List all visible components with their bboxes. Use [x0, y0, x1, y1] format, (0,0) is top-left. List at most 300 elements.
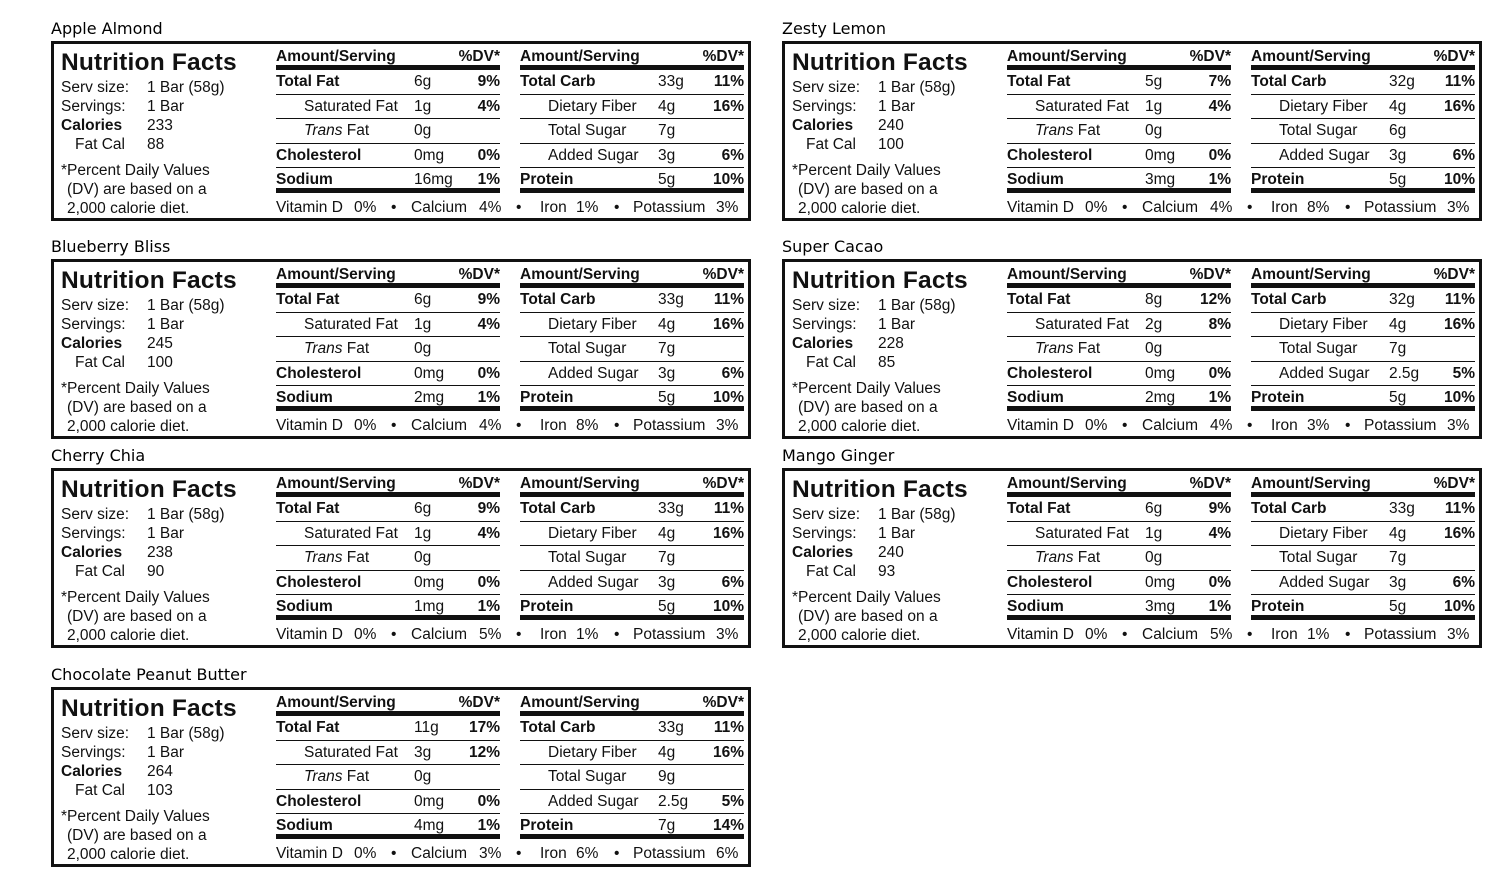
saturated-fat-dv: 12%	[468, 743, 500, 761]
calories-value: 240	[878, 544, 904, 561]
serv-size-value: 1 Bar (58g)	[878, 506, 956, 523]
total-carb-dv: 11%	[1444, 500, 1475, 517]
nutrition-panel	[782, 41, 1482, 221]
cholesterol-dv: 0%	[477, 573, 500, 591]
vitamin-d-value: 0%	[354, 626, 377, 643]
cholesterol-amount: 0mg	[1145, 364, 1176, 382]
total-fat-dv: 7%	[1208, 73, 1231, 90]
cholesterol-label: Cholesterol	[276, 364, 362, 382]
sodium-dv: 1%	[1208, 389, 1231, 406]
calcium-label: Calcium	[411, 199, 467, 216]
calcium-value: 5%	[1210, 626, 1233, 643]
amount-serving-header: Amount/Serving	[1007, 475, 1127, 492]
protein-label: Protein	[520, 598, 574, 615]
saturated-fat-label: Saturated Fat	[304, 743, 398, 761]
potassium-label: Potassium	[1364, 417, 1437, 434]
servings-label: Servings:	[792, 98, 857, 115]
fat-cal-label: Fat Cal	[75, 782, 125, 799]
bullet-separator: •	[614, 417, 620, 434]
added-sugar-dv: 6%	[721, 573, 744, 591]
added-sugar-amount: 2.5g	[1389, 364, 1420, 382]
bullet-separator: •	[1345, 199, 1351, 216]
saturated-fat-dv: 4%	[1208, 97, 1231, 115]
nutrition-card-super-cacao	[782, 237, 1482, 439]
cholesterol-label: Cholesterol	[276, 573, 362, 591]
protein-amount: 5g	[1389, 389, 1407, 406]
potassium-label: Potassium	[633, 199, 706, 216]
servings-value: 1 Bar	[878, 316, 916, 333]
trans-fat-amount: 0g	[414, 549, 432, 566]
amount-serving-header: Amount/Serving	[276, 266, 396, 283]
iron-value: 8%	[1307, 199, 1330, 216]
bullet-separator: •	[516, 845, 522, 862]
total-carb-dv: 11%	[713, 73, 744, 90]
added-sugar-label: Added Sugar	[1279, 146, 1370, 164]
amount-serving-header: Amount/Serving	[520, 694, 640, 711]
trans-fat-amount: 0g	[1145, 122, 1163, 139]
vitamin-d-label: Vitamin D	[276, 626, 343, 643]
calcium-label: Calcium	[1142, 626, 1198, 643]
calories-value: 240	[878, 117, 904, 134]
added-sugar-dv: 5%	[1452, 364, 1475, 382]
fat-column	[276, 48, 500, 193]
footnote-line-3: 2,000 calorie diet.	[798, 200, 921, 217]
total-fat-amount: 5g	[1145, 73, 1163, 90]
trans-fat-label: Trans Fat	[304, 340, 370, 357]
cholesterol-amount: 0mg	[414, 792, 445, 810]
saturated-fat-label: Saturated Fat	[1035, 524, 1129, 542]
dietary-fiber-dv: 16%	[712, 743, 744, 761]
total-fat-label: Total Fat	[276, 500, 340, 517]
total-fat-amount: 8g	[1145, 291, 1163, 308]
calories-label: Calories	[792, 544, 854, 561]
summary-column	[61, 48, 266, 218]
amount-serving-header: Amount/Serving	[276, 48, 396, 65]
carb-column	[1251, 266, 1475, 411]
potassium-value: 6%	[716, 845, 739, 862]
dietary-fiber-amount: 4g	[1389, 524, 1407, 542]
total-sugar-label: Total Sugar	[1279, 122, 1358, 139]
bullet-separator: •	[1122, 199, 1128, 216]
trans-fat-amount: 0g	[414, 768, 432, 785]
footnote-line-1: *Percent Daily Values	[61, 808, 210, 825]
protein-label: Protein	[520, 817, 574, 834]
trans-fat-label: Trans Fat	[304, 549, 370, 566]
potassium-label: Potassium	[633, 626, 706, 643]
calories-value: 245	[147, 335, 173, 352]
dietary-fiber-amount: 4g	[658, 315, 676, 333]
cholesterol-dv: 0%	[1208, 573, 1231, 591]
added-sugar-amount: 2.5g	[658, 792, 689, 810]
bullet-separator: •	[516, 417, 522, 434]
total-carb-label: Total Carb	[1251, 500, 1327, 517]
total-sugar-label: Total Sugar	[1279, 549, 1358, 566]
sodium-label: Sodium	[276, 389, 333, 406]
cholesterol-dv: 0%	[477, 364, 500, 382]
sodium-dv: 1%	[1208, 171, 1231, 188]
nutrition-facts-heading: Nutrition Facts	[792, 267, 968, 294]
total-fat-amount: 6g	[414, 500, 432, 517]
dietary-fiber-dv: 16%	[1443, 97, 1475, 115]
sodium-label: Sodium	[276, 598, 333, 615]
amount-serving-header: Amount/Serving	[1251, 475, 1371, 492]
amount-serving-header: Amount/Serving	[276, 475, 396, 492]
iron-value: 8%	[576, 417, 599, 434]
protein-dv: 10%	[1443, 171, 1475, 188]
fat-column	[276, 694, 500, 839]
protein-label: Protein	[1251, 389, 1305, 406]
total-sugar-amount: 7g	[658, 122, 676, 139]
vitamin-d-value: 0%	[1085, 199, 1108, 216]
added-sugar-dv: 6%	[1452, 146, 1475, 164]
potassium-value: 3%	[1447, 626, 1470, 643]
saturated-fat-amount: 3g	[414, 743, 432, 761]
dietary-fiber-amount: 4g	[658, 524, 676, 542]
cholesterol-label: Cholesterol	[1007, 364, 1093, 382]
servings-value: 1 Bar	[147, 316, 185, 333]
total-carb-label: Total Carb	[520, 500, 596, 517]
servings-label: Servings:	[792, 525, 857, 542]
total-sugar-label: Total Sugar	[548, 549, 627, 566]
total-carb-dv: 11%	[1444, 73, 1475, 90]
trans-fat-label: Trans Fat	[1035, 549, 1101, 566]
total-carb-amount: 33g	[658, 719, 684, 736]
total-carb-amount: 33g	[658, 73, 684, 90]
added-sugar-amount: 3g	[658, 364, 676, 382]
cholesterol-amount: 0mg	[1145, 146, 1176, 164]
serv-size-label: Serv size:	[61, 725, 130, 742]
sodium-dv: 1%	[477, 817, 500, 834]
dv-footnote	[61, 807, 266, 864]
serv-size-value: 1 Bar (58g)	[147, 79, 225, 96]
sodium-label: Sodium	[1007, 389, 1064, 406]
dietary-fiber-dv: 16%	[1443, 315, 1475, 333]
calories-value: 233	[147, 117, 173, 134]
dv-footnote	[792, 161, 997, 218]
bullet-separator: •	[614, 626, 620, 643]
footnote-line-2: (DV) are based on a	[798, 608, 938, 625]
calories-value: 264	[147, 763, 173, 780]
dietary-fiber-label: Dietary Fiber	[548, 524, 637, 542]
calories-label: Calories	[61, 544, 123, 561]
footnote-line-2: (DV) are based on a	[67, 181, 207, 198]
cholesterol-amount: 0mg	[1145, 573, 1176, 591]
total-sugar-label: Total Sugar	[548, 340, 627, 357]
amount-serving-header: Amount/Serving	[1007, 266, 1127, 283]
total-fat-dv: 12%	[1199, 291, 1231, 308]
amount-serving-header: Amount/Serving	[1251, 48, 1371, 65]
fat-cal-value: 100	[878, 136, 904, 153]
footnote-line-3: 2,000 calorie diet.	[67, 418, 190, 435]
cholesterol-dv: 0%	[477, 792, 500, 810]
vitamin-d-value: 0%	[354, 417, 377, 434]
dietary-fiber-dv: 16%	[1443, 524, 1475, 542]
total-carb-dv: 11%	[713, 291, 744, 308]
total-sugar-amount: 7g	[658, 549, 676, 566]
total-fat-amount: 6g	[414, 73, 432, 90]
footnote-line-1: *Percent Daily Values	[61, 589, 210, 606]
dietary-fiber-label: Dietary Fiber	[1279, 97, 1368, 115]
sodium-amount: 1mg	[414, 598, 445, 615]
fat-column	[1007, 266, 1231, 411]
trans-fat-label: Trans Fat	[304, 122, 370, 139]
bullet-separator: •	[614, 845, 620, 862]
protein-dv: 14%	[712, 817, 744, 834]
total-carb-amount: 33g	[658, 500, 684, 517]
product-name: Super Cacao	[782, 237, 884, 256]
nutrition-facts-heading: Nutrition Facts	[61, 49, 237, 76]
potassium-label: Potassium	[1364, 626, 1437, 643]
protein-amount: 7g	[658, 817, 676, 834]
footnote-line-2: (DV) are based on a	[798, 181, 938, 198]
serv-size-value: 1 Bar (58g)	[147, 725, 225, 742]
footnote-line-1: *Percent Daily Values	[61, 380, 210, 397]
footnote-line-2: (DV) are based on a	[798, 399, 938, 416]
added-sugar-label: Added Sugar	[548, 792, 639, 810]
product-name: Zesty Lemon	[782, 19, 886, 38]
saturated-fat-amount: 2g	[1145, 315, 1163, 333]
protein-dv: 10%	[1443, 598, 1475, 615]
added-sugar-amount: 3g	[1389, 573, 1407, 591]
total-sugar-amount: 7g	[658, 340, 676, 357]
dietary-fiber-label: Dietary Fiber	[1279, 315, 1368, 333]
nutrition-panel	[782, 468, 1482, 648]
potassium-label: Potassium	[633, 845, 706, 862]
fat-cal-value: 100	[147, 354, 173, 371]
fat-cal-label: Fat Cal	[75, 563, 125, 580]
calories-label: Calories	[61, 335, 123, 352]
servings-value: 1 Bar	[878, 98, 916, 115]
fat-cal-label: Fat Cal	[806, 136, 856, 153]
nutrition-panel	[51, 41, 751, 221]
potassium-value: 3%	[716, 417, 739, 434]
saturated-fat-label: Saturated Fat	[1035, 315, 1129, 333]
servings-value: 1 Bar	[147, 98, 185, 115]
dv-header: %DV*	[458, 475, 500, 492]
iron-value: 6%	[576, 845, 599, 862]
protein-amount: 5g	[658, 389, 676, 406]
dietary-fiber-dv: 16%	[712, 524, 744, 542]
added-sugar-amount: 3g	[1389, 146, 1407, 164]
total-carb-label: Total Carb	[520, 719, 596, 736]
saturated-fat-amount: 1g	[1145, 97, 1163, 115]
nutrition-card-mango-ginger	[782, 446, 1482, 648]
footnote-line-3: 2,000 calorie diet.	[67, 846, 190, 863]
cholesterol-label: Cholesterol	[1007, 146, 1093, 164]
dv-footnote	[61, 588, 266, 645]
iron-value: 3%	[1307, 417, 1330, 434]
serv-size-label: Serv size:	[61, 506, 130, 523]
amount-serving-header: Amount/Serving	[1251, 266, 1371, 283]
dietary-fiber-label: Dietary Fiber	[1279, 524, 1368, 542]
vitamin-d-value: 0%	[354, 199, 377, 216]
sodium-dv: 1%	[477, 171, 500, 188]
fat-column	[1007, 48, 1231, 193]
saturated-fat-amount: 1g	[414, 97, 432, 115]
iron-label: Iron	[1271, 199, 1298, 216]
cholesterol-amount: 0mg	[414, 146, 445, 164]
carb-column	[1251, 475, 1475, 620]
potassium-value: 3%	[716, 626, 739, 643]
iron-label: Iron	[1271, 626, 1298, 643]
iron-label: Iron	[540, 626, 567, 643]
serv-size-label: Serv size:	[792, 506, 861, 523]
saturated-fat-label: Saturated Fat	[304, 524, 398, 542]
added-sugar-amount: 3g	[658, 573, 676, 591]
vitamin-d-label: Vitamin D	[276, 199, 343, 216]
total-sugar-amount: 7g	[1389, 340, 1407, 357]
total-fat-amount: 6g	[414, 291, 432, 308]
potassium-value: 3%	[1447, 199, 1470, 216]
fat-cal-label: Fat Cal	[806, 354, 856, 371]
protein-amount: 5g	[1389, 171, 1407, 188]
nutrition-panel	[782, 259, 1482, 439]
cholesterol-label: Cholesterol	[1007, 573, 1093, 591]
serv-size-label: Serv size:	[792, 79, 861, 96]
calcium-value: 4%	[1210, 417, 1233, 434]
trans-fat-label: Trans Fat	[1035, 340, 1101, 357]
bullet-separator: •	[516, 199, 522, 216]
bullet-separator: •	[1345, 417, 1351, 434]
saturated-fat-dv: 4%	[1208, 524, 1231, 542]
total-sugar-label: Total Sugar	[548, 122, 627, 139]
added-sugar-amount: 3g	[658, 146, 676, 164]
calcium-label: Calcium	[411, 845, 467, 862]
sodium-amount: 4mg	[414, 817, 445, 834]
trans-fat-amount: 0g	[1145, 549, 1163, 566]
total-carb-amount: 32g	[1389, 73, 1415, 90]
calcium-label: Calcium	[1142, 417, 1198, 434]
sodium-dv: 1%	[477, 389, 500, 406]
footnote-line-3: 2,000 calorie diet.	[67, 200, 190, 217]
bullet-separator: •	[1247, 626, 1253, 643]
bullet-separator: •	[391, 417, 397, 434]
cholesterol-amount: 0mg	[414, 364, 445, 382]
servings-label: Servings:	[61, 744, 126, 761]
total-carb-dv: 11%	[713, 719, 744, 736]
carb-column	[520, 475, 744, 620]
total-fat-label: Total Fat	[276, 73, 340, 90]
protein-dv: 10%	[1443, 389, 1475, 406]
iron-label: Iron	[1271, 417, 1298, 434]
nutrition-card-zesty-lemon	[782, 19, 1482, 221]
total-fat-dv: 9%	[477, 291, 500, 308]
dv-header: %DV*	[1189, 48, 1231, 65]
calcium-label: Calcium	[1142, 199, 1198, 216]
cholesterol-dv: 0%	[1208, 146, 1231, 164]
vitamin-d-value: 0%	[1085, 626, 1108, 643]
vitamin-d-label: Vitamin D	[276, 845, 343, 862]
bullet-separator: •	[391, 199, 397, 216]
iron-value: 1%	[576, 626, 599, 643]
protein-amount: 5g	[658, 598, 676, 615]
fat-column	[276, 266, 500, 411]
footnote-line-2: (DV) are based on a	[67, 608, 207, 625]
iron-label: Iron	[540, 845, 567, 862]
protein-label: Protein	[1251, 171, 1305, 188]
total-fat-label: Total Fat	[1007, 500, 1071, 517]
sodium-label: Sodium	[1007, 171, 1064, 188]
total-carb-label: Total Carb	[1251, 291, 1327, 308]
sodium-label: Sodium	[276, 817, 333, 834]
sodium-label: Sodium	[276, 171, 333, 188]
total-carb-amount: 33g	[658, 291, 684, 308]
trans-fat-amount: 0g	[414, 340, 432, 357]
footnote-line-1: *Percent Daily Values	[61, 162, 210, 179]
serv-size-value: 1 Bar (58g)	[147, 297, 225, 314]
dv-header: %DV*	[1189, 475, 1231, 492]
dietary-fiber-label: Dietary Fiber	[548, 97, 637, 115]
calcium-value: 3%	[479, 845, 502, 862]
fat-cal-label: Fat Cal	[806, 563, 856, 580]
added-sugar-label: Added Sugar	[548, 146, 639, 164]
fat-cal-value: 93	[878, 563, 896, 580]
amount-serving-header: Amount/Serving	[1007, 48, 1127, 65]
calories-label: Calories	[61, 763, 123, 780]
potassium-label: Potassium	[633, 417, 706, 434]
calories-value: 238	[147, 544, 173, 561]
nutrition-card-blueberry-bliss	[51, 237, 751, 439]
carb-column	[520, 48, 744, 193]
serv-size-value: 1 Bar (58g)	[878, 297, 956, 314]
cholesterol-label: Cholesterol	[276, 146, 362, 164]
calcium-value: 4%	[479, 417, 502, 434]
summary-column	[61, 694, 266, 864]
dietary-fiber-dv: 16%	[712, 315, 744, 333]
footnote-line-3: 2,000 calorie diet.	[798, 627, 921, 644]
saturated-fat-dv: 8%	[1208, 315, 1231, 333]
total-carb-label: Total Carb	[1251, 73, 1327, 90]
added-sugar-dv: 6%	[721, 364, 744, 382]
fat-column	[1007, 475, 1231, 620]
calories-label: Calories	[61, 117, 123, 134]
summary-column	[792, 266, 997, 436]
trans-fat-amount: 0g	[1145, 340, 1163, 357]
protein-dv: 10%	[712, 598, 744, 615]
protein-amount: 5g	[1389, 598, 1407, 615]
saturated-fat-dv: 4%	[477, 97, 500, 115]
vitamin-d-value: 0%	[1085, 417, 1108, 434]
dv-footnote	[792, 379, 997, 436]
vitamin-d-label: Vitamin D	[1007, 199, 1074, 216]
potassium-value: 3%	[716, 199, 739, 216]
sodium-dv: 1%	[1208, 598, 1231, 615]
saturated-fat-amount: 1g	[414, 524, 432, 542]
serv-size-label: Serv size:	[61, 297, 130, 314]
calcium-value: 4%	[479, 199, 502, 216]
total-fat-dv: 9%	[1208, 500, 1231, 517]
serv-size-value: 1 Bar (58g)	[147, 506, 225, 523]
nutrition-facts-heading: Nutrition Facts	[792, 49, 968, 76]
total-sugar-amount: 7g	[1389, 549, 1407, 566]
dv-header: %DV*	[702, 266, 744, 283]
servings-label: Servings:	[61, 316, 126, 333]
nutrition-facts-heading: Nutrition Facts	[61, 695, 237, 722]
total-sugar-amount: 6g	[1389, 122, 1407, 139]
dv-header: %DV*	[1433, 475, 1475, 492]
summary-column	[61, 266, 266, 436]
servings-value: 1 Bar	[147, 525, 185, 542]
nutrition-card-cherry-chia	[51, 446, 751, 648]
bullet-separator: •	[1122, 417, 1128, 434]
amount-serving-header: Amount/Serving	[520, 475, 640, 492]
bullet-separator: •	[1345, 626, 1351, 643]
potassium-label: Potassium	[1364, 199, 1437, 216]
amount-serving-header: Amount/Serving	[276, 694, 396, 711]
vitamin-d-label: Vitamin D	[276, 417, 343, 434]
vitamin-d-label: Vitamin D	[1007, 417, 1074, 434]
cholesterol-label: Cholesterol	[276, 792, 362, 810]
